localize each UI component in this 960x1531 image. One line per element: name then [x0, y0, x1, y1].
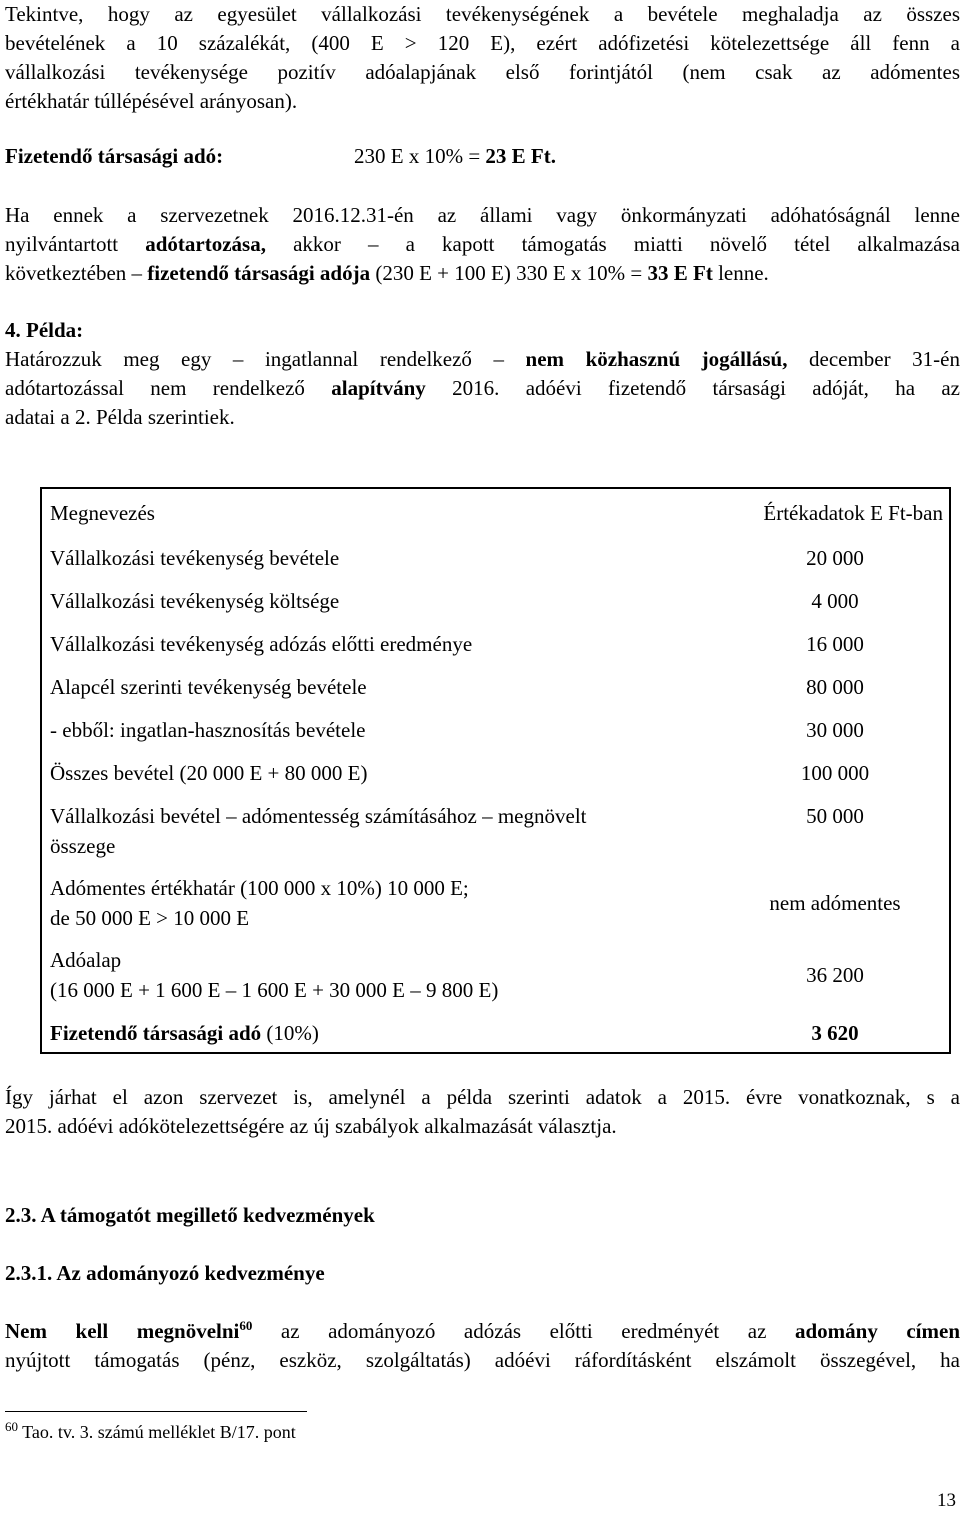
- intro-line-2: bevételének a 10 százalékát, (400 E > 120 E), ezért adófizetési kötelezettsége áll fenn a: [5, 31, 960, 55]
- table-row-label: Alapcél szerinti tevékenység bevétele: [50, 675, 367, 699]
- intro-line-3: vállalkozási tevékenysége pozitív adóalapjának első forintjától (nem csak az adómentes: [5, 60, 960, 84]
- intro-line-4: értékhatár túllépésével arányosan).: [5, 89, 298, 113]
- table-row-value: 50 000: [806, 804, 864, 828]
- table-row-value: nem adómentes: [769, 891, 901, 915]
- table-total-label: Fizetendő társasági adó (10%): [50, 1021, 319, 1045]
- para2-line-2: nyilvántartott adótartozása, akkor – a kapott támogatás miatti növelő tétel alkalmazása: [5, 232, 960, 256]
- example-line-1: Határozzuk meg egy – ingatlannal rendelkező – nem közhasznú jogállású, december 31-én: [5, 347, 960, 371]
- section-heading: 2.3. A támogatót megillető kedvezmények: [5, 1203, 375, 1227]
- data-table: [40, 487, 951, 1054]
- intro-line-1: Tekintve, hogy az egyesület vállalkozási tevékenységének a bevétele meghaladja az összes: [5, 2, 960, 26]
- table-row-label-cont: összege: [50, 834, 116, 858]
- table-row-label: Vállalkozási tevékenység költsége: [50, 589, 340, 613]
- table-total-value: 3 620: [811, 1021, 859, 1045]
- table-row-value: 30 000: [806, 718, 864, 742]
- subsection-heading: 2.3.1. Az adományozó kedvezménye: [5, 1261, 325, 1285]
- footnote-divider: [5, 1411, 307, 1412]
- example-line-3: adatai a 2. Példa szerintiek.: [5, 405, 235, 429]
- footnote-ref[interactable]: 60: [239, 1318, 253, 1333]
- table-row-value: 36 200: [806, 963, 864, 987]
- table-row-label: Összes bevétel (20 000 E + 80 000 E): [50, 761, 368, 785]
- para4-line-1: Nem kell megnövelni$^{60}$ az adományozó adózás előtti eredményét az adomány címen: [5, 1318, 960, 1343]
- tax-label: Fizetendő társasági adó:: [5, 144, 224, 168]
- table-row-label-cont: (16 000 E + 1 600 E – 1 600 E + 30 000 E – 9 800 E): [50, 978, 499, 1002]
- table-row-label: Vállalkozási bevétel – adómentesség számításához – megnövelt: [50, 804, 587, 828]
- para3-line-1: Így járhat el azon szervezet is, amelynél a példa szerinti adatok a 2015. évre vonatkoznak, s a: [5, 1085, 960, 1109]
- tax-calc: 230 E x 10% = 23 E Ft.: [354, 144, 556, 168]
- table-header-name: Megnevezés: [50, 501, 155, 525]
- table-row-value: 100 000: [800, 761, 870, 785]
- para3-line-2: 2015. adóévi adókötelezettségére az új szabályok alkalmazását választja.: [5, 1114, 617, 1138]
- table-row-label: Vállalkozási tevékenység bevétele: [50, 546, 340, 570]
- table-row-label: Adóalap: [50, 948, 122, 972]
- table-row-label: Vállalkozási tevékenység adózás előtti eredménye: [50, 632, 473, 656]
- table-row-label-cont: de 50 000 E > 10 000 E: [50, 906, 250, 930]
- table-row-value: 4 000: [811, 589, 859, 613]
- table-row-label: - ebből: ingatlan-hasznosítás bevétele: [50, 718, 366, 742]
- table-row-value: 16 000: [806, 632, 864, 656]
- table-row-value: 80 000: [806, 675, 864, 699]
- example-heading: 4. Példa:: [5, 318, 84, 342]
- para2-line-3: következtében – fizetendő társasági adója (230 E + 100 E) 330 E x 10% = 33 E Ft lenne.: [5, 261, 769, 285]
- table-header-value: Értékadatok E Ft-ban: [763, 501, 943, 525]
- para2-line-1: Ha ennek a szervezetnek 2016.12.31-én az állami vagy önkormányzati adóhatóságnál lenne: [5, 203, 960, 227]
- example-line-2: adótartozással nem rendelkező alapítvány 2016. adóévi fizetendő társasági adóját, ha az: [5, 376, 960, 400]
- table-row-value: 20 000: [806, 546, 864, 570]
- table-row-label: Adómentes értékhatár (100 000 x 10%) 10 000 E;: [50, 876, 469, 900]
- page-number: 13: [937, 1490, 956, 1511]
- para4-line-2: nyújtott támogatás (pénz, eszköz, szolgáltatás) adóévi ráfordításként elszámolt összegével, ha: [5, 1348, 960, 1372]
- footnote: $^{60}$ Tao. tv. 3. számú melléklet B/17. pont: [5, 1419, 296, 1442]
